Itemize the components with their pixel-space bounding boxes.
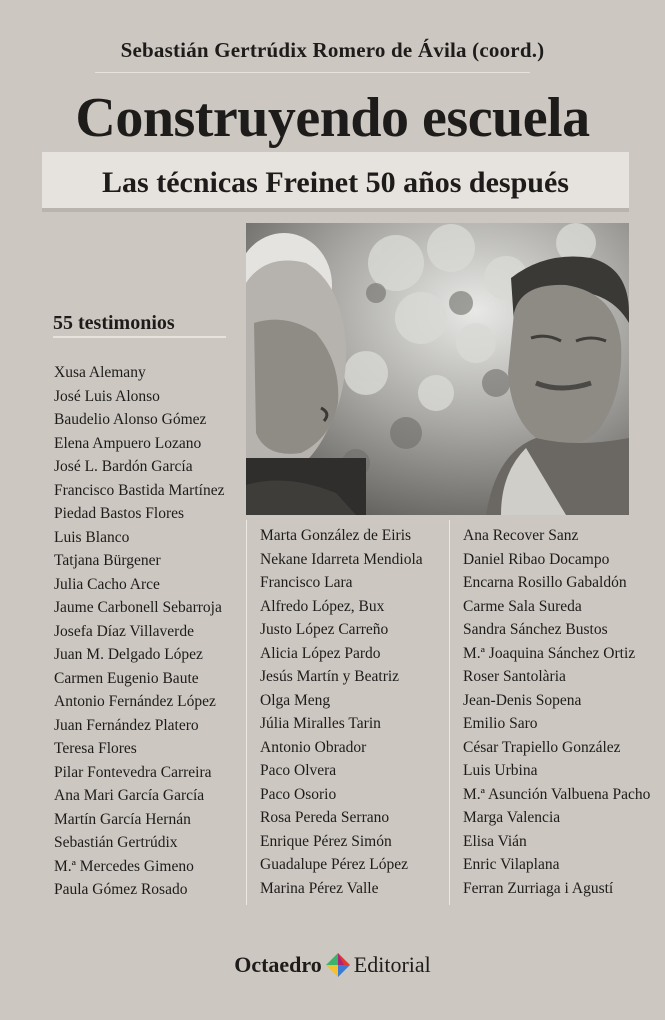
- contributor-name: M.ª Mercedes Gimeno: [54, 857, 194, 875]
- book-title: Construyendo escuela: [75, 87, 590, 149]
- contributor-name: Enric Vilaplana: [463, 856, 560, 873]
- author-divider: [95, 72, 530, 73]
- contributor-name: Marga Valencia: [463, 809, 561, 826]
- contributor-name: Julia Cacho Arce: [54, 575, 160, 593]
- contributor-name: Jesús Martín y Beatriz: [260, 668, 400, 685]
- contributor-name: Antonio Obrador: [260, 738, 367, 756]
- cover-photo: [246, 223, 629, 515]
- contributor-name: Carme Sala Sureda: [463, 597, 582, 615]
- names-column-1: [54, 361, 224, 902]
- contributor-name: Teresa Flores: [54, 740, 137, 757]
- contributor-name: Elena Ampuero Lozano: [54, 434, 202, 452]
- contributor-name: Emilio Saro: [463, 715, 538, 732]
- contributor-name: Jean-Denis Sopena: [463, 691, 582, 709]
- contributor-name: Tatjana Bürgener: [54, 552, 161, 569]
- contributor-name: José L. Bardón García: [54, 458, 193, 475]
- contributor-name: Daniel Ribao Docampo: [463, 550, 610, 568]
- contributor-name: Sandra Sánchez Bustos: [463, 621, 608, 638]
- contributor-name: Paco Olvera: [260, 762, 337, 779]
- contributor-name: Ana Mari García García: [54, 787, 205, 804]
- contributor-name: Baudelio Alonso Gómez: [54, 411, 207, 428]
- contributor-name: Alicia López Pardo: [260, 644, 381, 662]
- contributor-name: Carmen Eugenio Baute: [54, 669, 199, 687]
- column-separator: [246, 520, 247, 905]
- contributor-name: Ferran Zurriaga i Agustí: [463, 879, 614, 897]
- contributor-name: Marta González de Eiris: [260, 527, 412, 544]
- contributor-name: Nekane Idarreta Mendiola: [260, 550, 423, 568]
- contributor-name: Josefa Díaz Villaverde: [54, 622, 194, 640]
- testimonies-divider: [53, 336, 226, 338]
- contributor-name: Jaume Carbonell Sebarroja: [54, 599, 222, 616]
- contributor-name: Paula Gómez Rosado: [54, 881, 188, 898]
- contributor-name: Juan Fernández Platero: [54, 716, 199, 734]
- photo-illustration: [246, 223, 629, 515]
- author-line: Sebastián Gertrúdix Romero de Ávila (coord.): [120, 38, 545, 62]
- contributor-name: Alfredo López, Bux: [260, 597, 385, 615]
- contributor-name: Piedad Bastos Flores: [54, 505, 185, 522]
- contributor-name: Marina Pérez Valle: [260, 879, 379, 897]
- contributor-name: César Trapiello González: [463, 738, 621, 756]
- contributor-name: Xusa Alemany: [54, 364, 146, 381]
- contributor-name: Luis Blanco: [54, 528, 130, 546]
- contributor-name: Pilar Fontevedra Carreira: [54, 763, 212, 781]
- contributor-name: Antonio Fernández López: [54, 693, 216, 710]
- book-subtitle: Las técnicas Freinet 50 años después: [102, 166, 569, 199]
- publisher-name: Octaedro: [234, 952, 322, 977]
- contributor-name: Encarna Rosillo Gabaldón: [463, 574, 627, 591]
- contributor-name: Ana Recover Sanz: [463, 527, 579, 544]
- contributor-name: Juan M. Delgado López: [54, 646, 203, 663]
- names-column-3: [463, 524, 650, 900]
- contributor-name: Elisa Vián: [463, 832, 527, 850]
- contributor-name: Guadalupe Pérez López: [260, 856, 409, 873]
- contributor-name: Martín García Hernán: [54, 810, 191, 828]
- octaedro-logo-icon: [325, 952, 351, 978]
- contributor-name: Roser Santolària: [463, 668, 566, 685]
- contributor-name: Francisco Lara: [260, 574, 353, 591]
- contributor-name: Júlia Miralles Tarin: [260, 715, 381, 732]
- contributor-name: Enrique Pérez Simón: [260, 832, 392, 850]
- contributor-name: José Luis Alonso: [54, 387, 160, 405]
- publisher-logo: [0, 952, 665, 978]
- contributor-name: Justo López Carreño: [260, 621, 389, 638]
- contributor-name: Rosa Pereda Serrano: [260, 809, 390, 826]
- testimonies-heading: 55 testimonios: [53, 312, 175, 334]
- contributor-name: Francisco Bastida Martínez: [54, 481, 225, 499]
- contributor-name: Paco Osorio: [260, 785, 337, 803]
- contributor-name: Sebastián Gertrúdix: [54, 834, 178, 851]
- column-separator: [449, 520, 450, 905]
- contributor-name: M.ª Joaquina Sánchez Ortiz: [463, 644, 636, 662]
- contributor-name: Luis Urbina: [463, 762, 538, 779]
- contributor-name: M.ª Asunción Valbuena Pacho: [463, 785, 651, 803]
- contributor-name: Olga Meng: [260, 691, 331, 709]
- publisher-suffix: Editorial: [353, 952, 431, 977]
- names-column-2: [260, 524, 423, 900]
